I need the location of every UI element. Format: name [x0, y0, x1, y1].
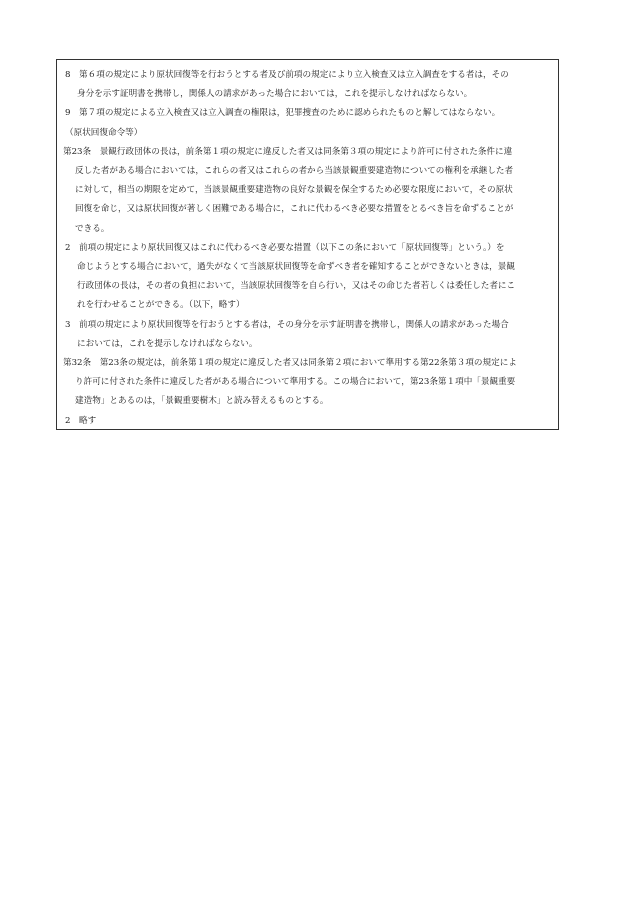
text-line: 第23条 景観行政団体の長は，前条第１項の規定に違反した者又は同条第３項の規定により許可に付された条件に違: [63, 146, 513, 157]
text-line: 3 前項の規定により原状回復等を行おうとする者は，その身分を示す証明書を携帯し，関係人の請求があった場合: [65, 319, 509, 330]
text-line: 2 前項の規定により原状回復又はこれに代わるべき必要な措置（以下この条において「原状回復等」という。）を: [65, 242, 505, 253]
text-line: 8 第６項の規定により原状回復等を行おうとする者及び前項の規定により立入検査又は立入調査をする者は，その: [65, 70, 509, 80]
text-line: り許可に付された条件に違反した者がある場合について準用する。この場合において，第23条第１項中「景観重要: [75, 377, 516, 388]
text-line: においては，これを提示しなければならない。: [77, 338, 258, 349]
numbered-clause: [63, 66, 552, 104]
numbered-clause: [63, 316, 552, 354]
text-line: れを行わせることができる。（以下，略す）: [77, 300, 245, 311]
text-line: 回復を命じ，又は原状回復が著しく困難である場合に，これに代わるべき必要な措置をとるべき旨を命ずることが: [75, 204, 514, 215]
numbered-clause: [63, 239, 552, 316]
legal-text-box: [56, 59, 559, 430]
text-line: 2 略す: [65, 415, 97, 426]
text-line: 建造物」とあるのは，「景観重要樹木」と読み替えるものとする。: [75, 396, 329, 407]
numbered-clause: [63, 412, 552, 431]
numbered-clause: [63, 104, 552, 123]
text-line: 反した者がある場合においては，これらの者又はこれらの者から当該景観重要建造物についての権利を承継した者: [75, 166, 514, 177]
text-line: （原状回復命令等）: [65, 127, 143, 138]
text-line: 身分を示す証明書を携帯し，関係人の請求があった場合においては，これを提示しなければならない。: [77, 89, 473, 100]
text-line: できる。: [75, 223, 110, 234]
section-heading: [63, 124, 552, 143]
article-paragraph: [63, 354, 552, 412]
text-line: に対して，相当の期限を定めて，当該景観重要建造物の良好な景観を保全するため必要な限度において，その原状: [75, 185, 513, 196]
text-line: 9 第７項の規定による立入検査又は立入調査の権限は，犯罪捜査のために認められたものと解してはならない。: [65, 108, 501, 119]
text-line: 行政団体の長は，その者の負担において，当該原状回復等を自ら行い，又はその命じた者若しくは委任した者にこ: [77, 281, 516, 292]
article-paragraph: [63, 143, 552, 239]
text-line: 第32条 第23条の規定は，前条第１項の規定に違反した者又は同条第２項において準用する第22条第３項の規定によ: [63, 358, 517, 369]
text-line: 命じようとする場合において，過失がなくて当該原状回復等を命ずべき者を確知することができないときは，景観: [77, 262, 515, 273]
